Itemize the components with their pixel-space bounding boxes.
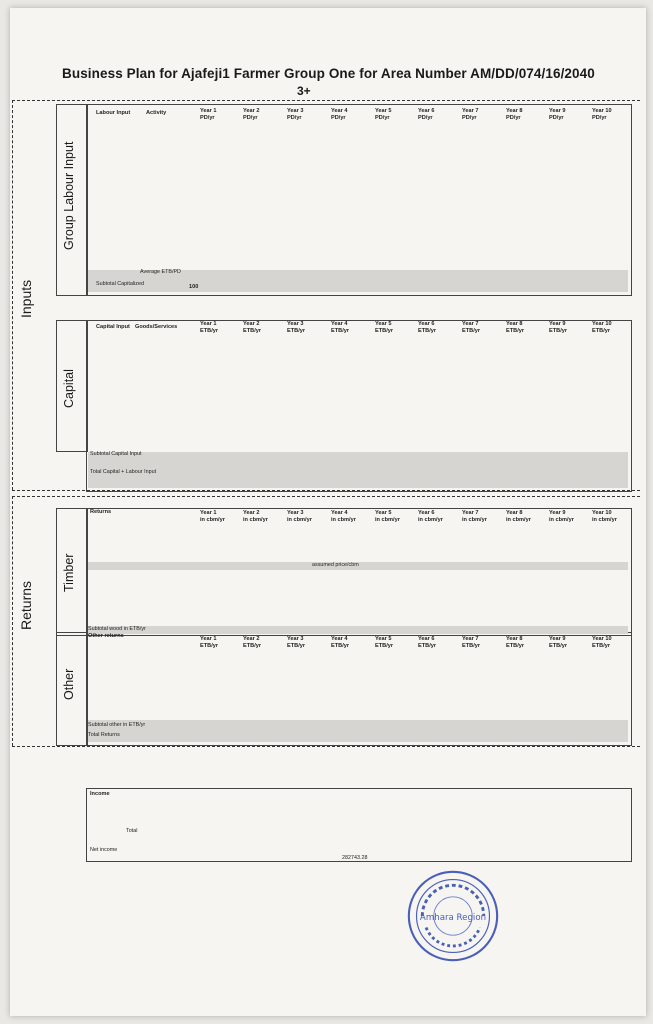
inputs-frame-left [12, 100, 13, 490]
timber-unit-6: in cbm/yr [418, 517, 443, 523]
other-year-8: Year 8 [506, 636, 523, 642]
capital-unit-7: ETB/yr [462, 328, 481, 334]
other-subtotal-label: Subtotal other in ETB/yr [88, 722, 146, 728]
timber-unit-10: in cbm/yr [592, 517, 617, 523]
other-unit-10: ETB/yr [592, 643, 611, 649]
timber-year-6: Year 6 [418, 510, 435, 516]
capital-unit-5: ETB/yr [375, 328, 394, 334]
avg-etb-value: 100 [189, 284, 199, 290]
labour-year-3: Year 3 [287, 108, 304, 114]
returns-total-band [88, 720, 628, 742]
other-unit-9: ETB/yr [549, 643, 568, 649]
income-header: Income [90, 791, 110, 797]
labour-unit-5: PD/yr [375, 115, 390, 121]
labour-unit-7: PD/yr [462, 115, 477, 121]
labour-unit-10: PD/yr [592, 115, 607, 121]
wood-subtotal-band [88, 626, 628, 634]
group-labour-label: Group Labour Input [62, 141, 76, 250]
timber-unit-7: in cbm/yr [462, 517, 487, 523]
capital-year-6: Year 6 [418, 321, 435, 327]
capital-label: Capital [62, 369, 76, 408]
labour-year-4: Year 4 [331, 108, 348, 114]
labour-unit-8: PD/yr [506, 115, 521, 121]
returns-label: Returns [18, 580, 34, 630]
net-income-value: 282743.28 [342, 855, 368, 861]
other-label: Other [62, 668, 76, 700]
wood-subtotal-label: Subtotal wood in ETB/yr [88, 626, 146, 632]
timber-table [86, 508, 632, 636]
capital-unit-8: ETB/yr [506, 328, 525, 334]
activity-header: Activity [146, 110, 167, 116]
other-year-3: Year 3 [287, 636, 304, 642]
other-unit-3: ETB/yr [287, 643, 306, 649]
other-year-6: Year 6 [418, 636, 435, 642]
inputs-label: Inputs [18, 279, 34, 318]
labour-year-8: Year 8 [506, 108, 523, 114]
capital-unit-10: ETB/yr [592, 328, 611, 334]
capital-year-8: Year 8 [506, 321, 523, 327]
income-total-label: Total [126, 828, 138, 834]
labour-subtotal-label: Subtotal Capitalized [96, 281, 144, 287]
labour-table [86, 104, 632, 296]
other-returns-header: Other returns [88, 633, 124, 639]
timber-side-box [56, 508, 88, 636]
timber-year-2: Year 2 [243, 510, 260, 516]
price-label: assumed price/cbm [312, 562, 359, 568]
inputs-frame-top [12, 100, 640, 101]
timber-label: Timber [62, 553, 76, 592]
capital-unit-6: ETB/yr [418, 328, 437, 334]
other-unit-6: ETB/yr [418, 643, 437, 649]
capital-total-label: Total Capital + Labour Input [90, 469, 157, 475]
timber-unit-1: in cbm/yr [200, 517, 225, 523]
capital-year-3: Year 3 [287, 321, 304, 327]
timber-unit-3: in cbm/yr [287, 517, 312, 523]
timber-unit-2: in cbm/yr [243, 517, 268, 523]
timber-year-4: Year 4 [331, 510, 348, 516]
capital-unit-9: ETB/yr [549, 328, 568, 334]
other-unit-5: ETB/yr [375, 643, 394, 649]
capital-year-9: Year 9 [549, 321, 566, 327]
capital-unit-2: ETB/yr [243, 328, 262, 334]
capital-unit-1: ETB/yr [200, 328, 219, 334]
labour-year-1: Year 1 [200, 108, 217, 114]
returns-frame-top [12, 496, 640, 497]
other-unit-8: ETB/yr [506, 643, 525, 649]
timber-year-7: Year 7 [462, 510, 479, 516]
svg-text:Amhara Region: Amhara Region [419, 912, 487, 923]
goods-services-header: Goods/Services [135, 324, 178, 330]
timber-unit-8: in cbm/yr [506, 517, 531, 523]
timber-year-9: Year 9 [549, 510, 566, 516]
other-year-5: Year 5 [375, 636, 392, 642]
timber-year-8: Year 8 [506, 510, 523, 516]
total-returns-label: Total Returns [88, 732, 120, 738]
labour-unit-9: PD/yr [549, 115, 564, 121]
timber-year-3: Year 3 [287, 510, 304, 516]
timber-year-10: Year 10 [592, 510, 612, 516]
capital-year-5: Year 5 [375, 321, 392, 327]
official-stamp [405, 868, 501, 964]
capital-subtotal-label: Subtotal Capital Input [90, 451, 142, 457]
avg-etb-label: Average ETB/PD [140, 269, 181, 275]
capital-header: Capital Input [96, 324, 130, 330]
returns-frame-left [12, 496, 13, 746]
timber-unit-9: in cbm/yr [549, 517, 574, 523]
returns-frame-bottom [12, 746, 640, 747]
labour-unit-6: PD/yr [418, 115, 433, 121]
labour-side-box [56, 104, 88, 296]
labour-unit-1: PD/yr [200, 115, 215, 121]
capital-year-10: Year 10 [592, 321, 612, 327]
other-year-10: Year 10 [592, 636, 612, 642]
capital-total-band [88, 452, 628, 488]
other-unit-7: ETB/yr [462, 643, 481, 649]
labour-unit-3: PD/yr [287, 115, 302, 121]
labour-unit-4: PD/yr [331, 115, 346, 121]
labour-unit-2: PD/yr [243, 115, 258, 121]
capital-unit-3: ETB/yr [287, 328, 306, 334]
labour-header: Labour Input [96, 110, 131, 116]
other-year-2: Year 2 [243, 636, 260, 642]
labour-year-5: Year 5 [375, 108, 392, 114]
net-income-label: Net income [90, 847, 118, 853]
labour-year-10: Year 10 [592, 108, 612, 114]
other-year-4: Year 4 [331, 636, 348, 642]
labour-year-2: Year 2 [243, 108, 260, 114]
labour-year-7: Year 7 [462, 108, 479, 114]
page-number: 3+ [297, 84, 311, 98]
capital-unit-4: ETB/yr [331, 328, 350, 334]
capital-year-2: Year 2 [243, 321, 260, 327]
timber-year-1: Year 1 [200, 510, 217, 516]
other-unit-2: ETB/yr [243, 643, 262, 649]
labour-year-6: Year 6 [418, 108, 435, 114]
capital-year-1: Year 1 [200, 321, 217, 327]
other-unit-1: ETB/yr [200, 643, 219, 649]
timber-unit-5: in cbm/yr [375, 517, 400, 523]
other-side-box [56, 632, 88, 746]
income-table [86, 788, 632, 862]
capital-side-box [56, 320, 88, 452]
page-title: Business Plan for Ajafeji1 Farmer Group One for Area Number AM/DD/074/16/2040 [62, 66, 595, 81]
timber-unit-4: in cbm/yr [331, 517, 356, 523]
other-year-7: Year 7 [462, 636, 479, 642]
capital-year-7: Year 7 [462, 321, 479, 327]
other-year-9: Year 9 [549, 636, 566, 642]
timber-year-5: Year 5 [375, 510, 392, 516]
other-year-1: Year 1 [200, 636, 217, 642]
labour-year-9: Year 9 [549, 108, 566, 114]
capital-year-4: Year 4 [331, 321, 348, 327]
other-unit-4: ETB/yr [331, 643, 350, 649]
returns-header: Returns [90, 509, 112, 515]
